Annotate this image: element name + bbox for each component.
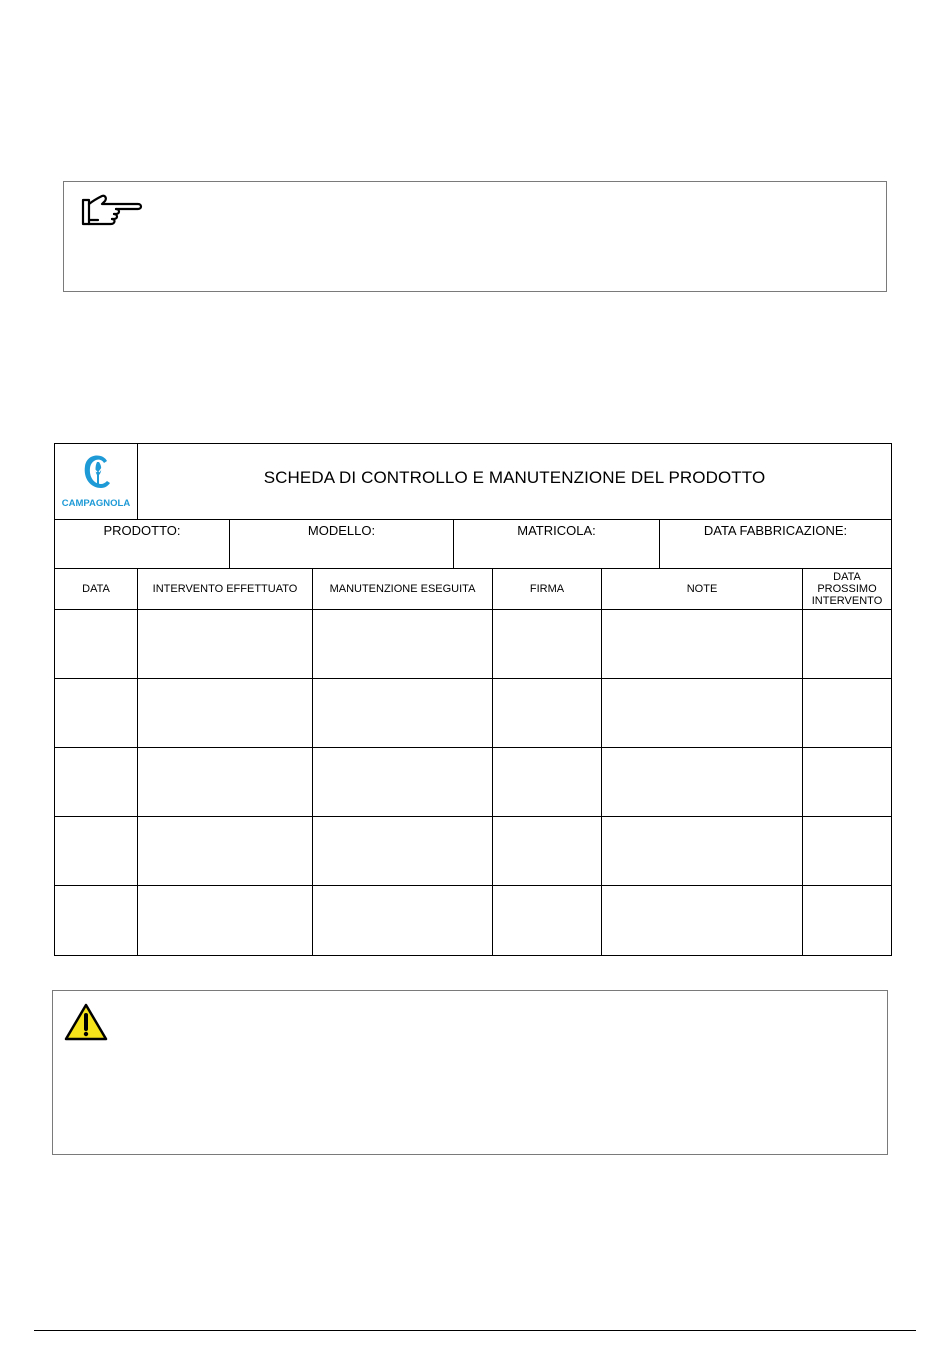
- model-field[interactable]: [230, 520, 454, 568]
- cell-manutenzione[interactable]: [313, 817, 493, 885]
- maintenance-form: [54, 443, 892, 956]
- table-row: [55, 817, 891, 886]
- cell-firma[interactable]: [493, 817, 602, 885]
- footer-rule: [34, 1330, 916, 1331]
- col-header-data: DATA: [55, 569, 138, 609]
- cell-prossimo[interactable]: [803, 679, 891, 747]
- cell-note[interactable]: [602, 748, 803, 816]
- cell-firma[interactable]: [493, 886, 602, 955]
- manufacture-date-field[interactable]: [660, 520, 891, 568]
- cell-data[interactable]: [55, 610, 138, 678]
- cell-intervento[interactable]: [138, 610, 313, 678]
- model-label: MODELLO:: [307, 523, 376, 538]
- manufacture-date-label: DATA FABBRICAZIONE:: [703, 523, 848, 538]
- campagnola-logo: [55, 444, 138, 519]
- table-row: [55, 748, 891, 817]
- serial-label: MATRICOLA:: [517, 523, 596, 538]
- cell-manutenzione[interactable]: [313, 748, 493, 816]
- serial-field[interactable]: [454, 520, 660, 568]
- cell-note[interactable]: [602, 679, 803, 747]
- cell-prossimo[interactable]: [803, 748, 891, 816]
- cell-firma[interactable]: [493, 748, 602, 816]
- warning-triangle-icon: [64, 1003, 108, 1041]
- info-row: [55, 519, 891, 569]
- table-row: [55, 610, 891, 679]
- cell-manutenzione[interactable]: [313, 679, 493, 747]
- cell-intervento[interactable]: [138, 886, 313, 955]
- cell-firma[interactable]: [493, 610, 602, 678]
- table-row: [55, 679, 891, 748]
- table-header: [55, 569, 891, 610]
- col-header-manutenzione: MANUTENZIONE ESEGUITA: [313, 569, 493, 609]
- cell-manutenzione[interactable]: [313, 610, 493, 678]
- cell-intervento[interactable]: [138, 748, 313, 816]
- form-title: SCHEDA DI CONTROLLO E MANUTENZIONE DEL PRODOTTO: [263, 468, 766, 487]
- cell-manutenzione[interactable]: [313, 886, 493, 955]
- cell-data[interactable]: [55, 679, 138, 747]
- campagnola-tree-logo: [85, 456, 110, 488]
- cell-note[interactable]: [602, 610, 803, 678]
- col-header-firma: FIRMA: [493, 569, 602, 609]
- note-box: [63, 181, 887, 292]
- cell-firma[interactable]: [493, 679, 602, 747]
- cell-note[interactable]: [602, 886, 803, 955]
- product-field[interactable]: [55, 520, 230, 568]
- logo-cell: [55, 444, 138, 519]
- cell-note[interactable]: [602, 817, 803, 885]
- cell-data[interactable]: [55, 817, 138, 885]
- cell-prossimo[interactable]: [803, 886, 891, 955]
- product-label: PRODOTTO:: [103, 523, 181, 538]
- cell-prossimo[interactable]: [803, 610, 891, 678]
- cell-data[interactable]: [55, 748, 138, 816]
- warning-box: [52, 990, 888, 1155]
- pointing-hand-icon: [80, 192, 144, 228]
- cell-data[interactable]: [55, 886, 138, 955]
- col-header-intervento: INTERVENTO EFFETTUATO: [138, 569, 313, 609]
- form-title-cell: [138, 444, 891, 519]
- table-row: [55, 886, 891, 955]
- logo-text: CAMPAGNOLA: [61, 498, 131, 509]
- col-header-prossimo: DATA PROSSIMO INTERVENTO: [811, 571, 883, 607]
- cell-prossimo[interactable]: [803, 817, 891, 885]
- cell-intervento[interactable]: [138, 679, 313, 747]
- col-header-note: NOTE: [602, 569, 803, 609]
- cell-intervento[interactable]: [138, 817, 313, 885]
